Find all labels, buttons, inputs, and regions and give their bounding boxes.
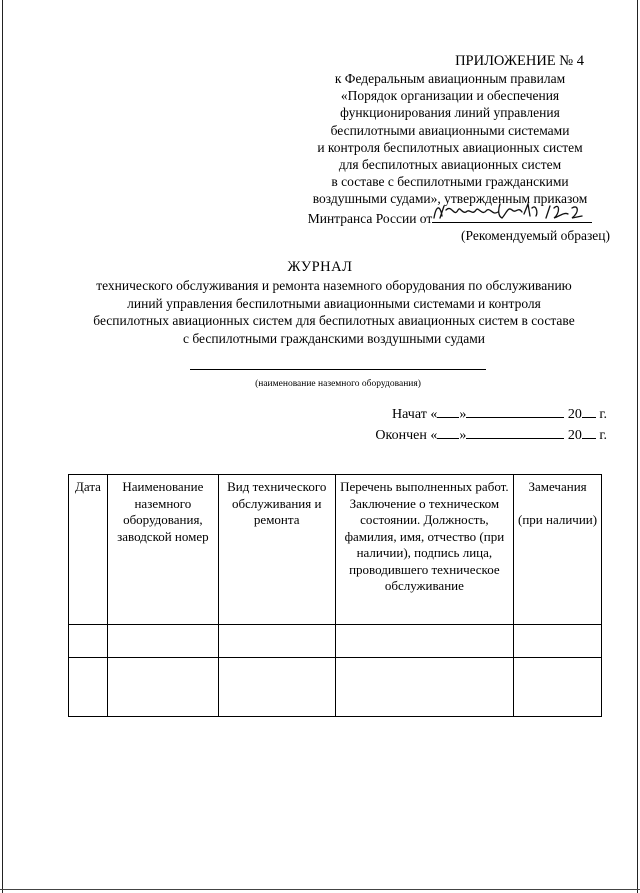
order-prefix: Минтранса России от <box>307 210 433 226</box>
appendix-line: в составе с беспилотными гражданскими <box>331 174 569 190</box>
table-cell[interactable] <box>218 625 335 658</box>
table-cell[interactable] <box>218 658 335 717</box>
journal-subtitle <box>60 277 608 347</box>
table-cell[interactable] <box>335 658 513 717</box>
year-suffix: г. <box>599 428 607 443</box>
header-works-list: Перечень выполненных работ. Заключение о техническом состоянии. Должность, фамилия, имя, отчество (при наличии), подпись лица, проводившего техническое обслуживание <box>335 475 513 625</box>
subtitle-line: беспилотных авиационных систем для беспилотных авиационных систем в составе <box>93 313 575 328</box>
appendix-line: беспилотными авиационными системами <box>330 122 570 138</box>
table-row <box>69 625 602 658</box>
end-month-field[interactable] <box>466 425 564 439</box>
end-year-field[interactable] <box>582 425 596 439</box>
header-equipment-name: Наименование наземного оборудования, заводской номер <box>107 475 218 625</box>
subtitle-line: с беспилотными гражданскими воздушными судами <box>183 330 485 346</box>
appendix-line: функционирования линий управления <box>340 105 560 121</box>
table-row <box>69 658 602 717</box>
table-cell[interactable] <box>69 625 108 658</box>
table-cell[interactable] <box>107 625 218 658</box>
start-day-field[interactable] <box>437 404 459 418</box>
start-label: Начат « <box>392 407 438 422</box>
table-header-row <box>69 475 602 625</box>
journal-title: ЖУРНАЛ <box>287 259 353 275</box>
header-maintenance-type: Вид технического обслуживания и ремонта <box>218 475 335 625</box>
end-label: Окончен « <box>375 428 438 443</box>
appendix-text <box>290 70 610 208</box>
end-date-row <box>375 425 607 446</box>
table-cell[interactable] <box>335 625 513 658</box>
year-prefix: 20 <box>567 428 582 443</box>
appendix-line: воздушными судами», утвержденным приказом <box>312 191 588 207</box>
appendix-block <box>290 52 610 244</box>
quote-close: » <box>459 407 467 422</box>
end-day-field[interactable] <box>437 425 459 439</box>
appendix-line: к Федеральным авиационным правилам <box>334 71 566 86</box>
sample-note: (Рекомендуемый образец) <box>461 227 610 243</box>
table-cell[interactable] <box>514 625 602 658</box>
date-block <box>375 404 607 446</box>
year-suffix: г. <box>599 407 607 422</box>
start-year-field[interactable] <box>582 404 596 418</box>
signature-drawing <box>432 200 592 222</box>
table-cell[interactable] <box>69 658 108 717</box>
appendix-title: ПРИЛОЖЕНИЕ № 4 <box>455 53 584 69</box>
header-date: Дата <box>69 475 108 625</box>
subtitle-line: линий управления беспилотными авиационными системами и контроля <box>127 295 541 311</box>
order-line <box>290 208 610 227</box>
year-prefix: 20 <box>567 407 582 422</box>
scan-border-bottom <box>0 889 640 890</box>
appendix-line: и контроля беспилотных авиационных систем <box>317 139 583 155</box>
quote-close: » <box>459 428 467 443</box>
subtitle-line: технического обслуживания и ремонта наземного оборудования по обслуживанию <box>96 278 572 293</box>
start-date-row <box>375 404 607 425</box>
scan-border-right <box>637 0 638 893</box>
appendix-line: «Порядок организации и обеспечения <box>340 88 560 104</box>
scan-border-left <box>2 0 3 893</box>
start-month-field[interactable] <box>466 404 564 418</box>
appendix-line: для беспилотных авиационных систем <box>338 157 562 173</box>
handwritten-signature <box>432 208 592 223</box>
table-cell[interactable] <box>107 658 218 717</box>
maintenance-log-table <box>68 474 602 717</box>
equipment-name-caption: (наименование наземного оборудования) <box>255 379 421 389</box>
equipment-name-field[interactable] <box>190 369 486 370</box>
table-cell[interactable] <box>514 658 602 717</box>
header-remarks: Замечания (при наличии) <box>514 475 602 625</box>
